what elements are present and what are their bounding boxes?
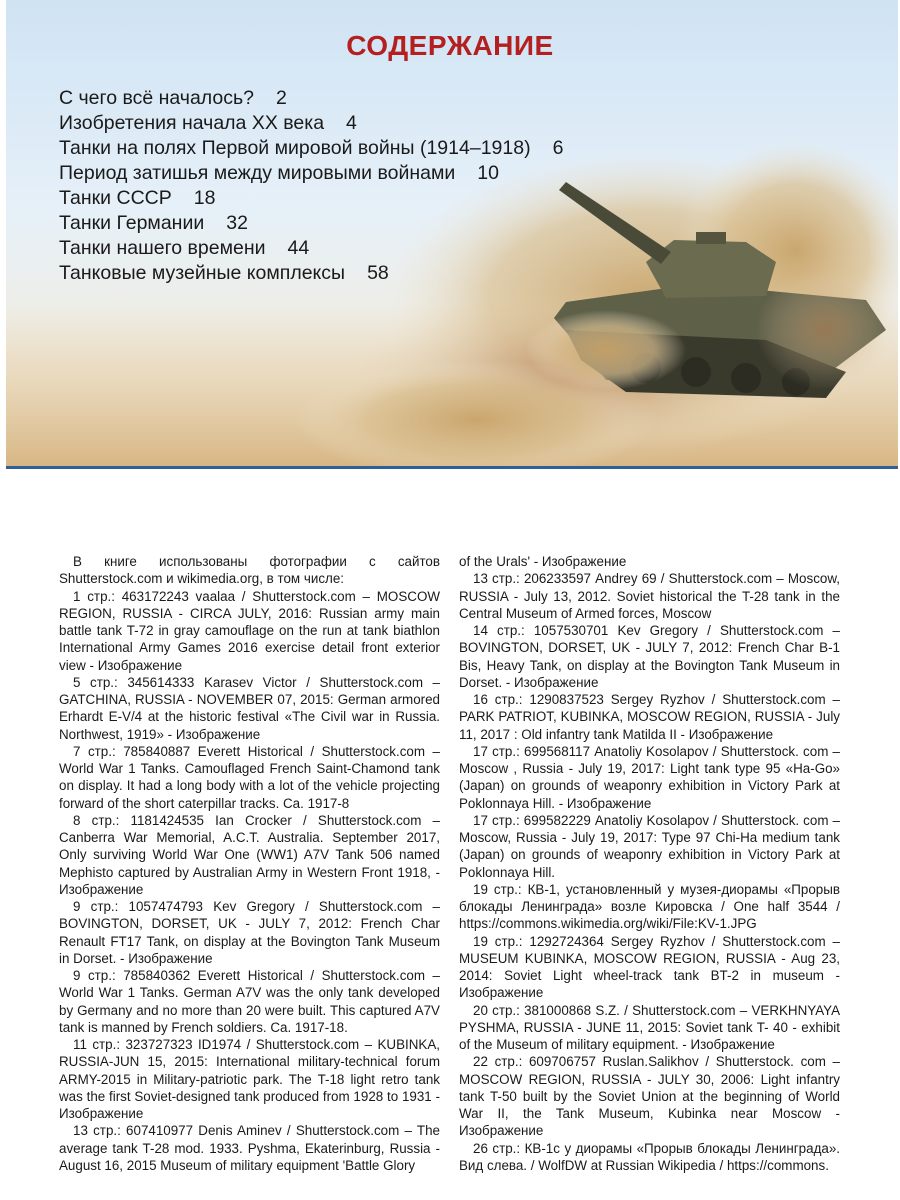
- toc-item-label: Танковые музейные комплексы: [59, 262, 346, 284]
- toc-item: [59, 211, 563, 236]
- toc-item-label: Танки на полях Первой мировой войны (1914–1918): [59, 137, 531, 159]
- page-title: СОДЕРЖАНИЕ: [346, 30, 554, 61]
- credits-column-left: [59, 553, 440, 1174]
- credits-column-right: [459, 553, 840, 1174]
- toc-item-label: Период затишья между мировыми войнами: [59, 162, 456, 184]
- toc-item: [59, 261, 563, 286]
- credit-entry: 26 стр.: КВ-1с у диорамы «Прорыв блокады Ленинграда». Вид слева. / WolfDW at Russian Wikipedia / https://commons.: [459, 1140, 840, 1173]
- toc-item-label: Изобретения начала XX века: [59, 112, 325, 134]
- toc-item: [59, 161, 563, 186]
- credit-entry: 9 стр.: 1057474793 Kev Gregory / Shutterstock.com – BOVINGTON, DORSET, UK - JULY 7, 2012: French Char Renault FT17 Tank, on display at the Bovington Tank Museum in Dorset. - Изображение: [59, 899, 440, 966]
- credit-entry: 8 стр.: 1181424535 Ian Crocker / Shutterstock.com – Canberra War Memorial, A.C.T. Australia. September 2017, Only surviving World War One (WW1) A7V Tank 506 named Mephisto captured by Australian Army in Western Front 1918, - Изображение: [59, 812, 440, 897]
- toc-item: [59, 236, 563, 261]
- table-of-contents: [59, 86, 563, 286]
- toc-item-label: Танки СССР: [59, 187, 172, 209]
- toc-item-page: 6: [552, 137, 564, 159]
- toc-item-page: 58: [367, 262, 389, 284]
- toc-item-page: 2: [276, 87, 287, 109]
- credit-entry: 19 стр.: 1292724364 Sergey Ryzhov / Shutterstock.com – MUSEUM KUBINKA, MOSCOW REGION, RUSSIA - Aug 23, 2014: Soviet Light wheel-track tank BT-2 in museum - Изображение: [459, 933, 840, 1001]
- credit-entry: 17 стр.: 699568117 Anatoliy Kosolapov / Shutterstock. com – Moscow , Russia - July 19, 2017: Light tank type 95 «Ha-Go» (Japan) on grounds of weaponry exhibition in Victory Park at Poklonnaya Hill. - Изображение: [459, 743, 840, 811]
- credit-entry: 9 стр.: 785840362 Everett Historical / Shutterstock.com – World War 1 Tanks. German A7V was the only tank developed by Germany and no more than 20 were built. This captured A7V tank is manned by French soldiers. Ca. 1917-18.: [59, 968, 440, 1035]
- credit-entry: 7 стр.: 785840887 Everett Historical / Shutterstock.com – World War 1 Tanks. Camouflaged French Saint-Chamond tank on display. It had a long body with a lot of the vehicle projecting forward of the short caterpillar tracks. Ca. 1917-8: [59, 743, 440, 811]
- toc-item: [59, 111, 563, 136]
- credit-entry: 1 стр.: 463172243 vaalaa / Shutterstock.com – MOSCOW REGION, RUSSIA - CIRCA JULY, 2016: Russian army main battle tank T-72 in gray camouflage on the run at tank biathlon International Army Games 2016 exercise detail front exterior view - Изображение: [59, 588, 440, 673]
- credit-entry: 13 стр.: 206233597 Andrey 69 / Shutterstock.com – Moscow, RUSSIA - July 13, 2012. Soviet historical the T-28 tank in the Central Museum of Armed forces, Moscow: [459, 571, 840, 621]
- credit-entry: 5 стр.: 345614333 Karasev Victor / Shutterstock.com – GATCHINA, RUSSIA - NOVEMBER 07, 2015: German armored Erhardt E-V/4 at the historic festival «The Civil war in Russia. Northwest, 1919» - Изображение: [59, 674, 440, 742]
- toc-item-page: 4: [346, 112, 357, 134]
- credit-entry: 17 стр.: 699582229 Anatoliy Kosolapov / Shutterstock. com – Moscow, Russia - July 19, 2017: Type 97 Chi-Ha medium tank (Japan) on grounds of weaponry exhibition in Victory Park at Poklonnaya Hill.: [459, 812, 840, 880]
- banner-divider: [6, 466, 898, 469]
- toc-item-label: Танки нашего времени: [59, 237, 266, 259]
- toc-item-label: С чего всё началось?: [59, 87, 254, 109]
- credit-entry: 19 стр.: КВ-1, установленный у музея-диорамы «Прорыв блокады Ленинграда» возле Кировска / One half 3544 / https://commons.wikimedia.org/wiki/File:KV-1.JPG: [459, 881, 840, 932]
- toc-item-page: 10: [477, 162, 499, 184]
- toc-item-page: 32: [226, 212, 248, 234]
- toc-item-label: Танки Германии: [59, 212, 205, 234]
- credit-entry: 16 стр.: 1290837523 Sergey Ryzhov / Shutterstock.com – PARK PATRIOT, KUBINKA, MOSCOW REGION, RUSSIA - July 11, 2017 : Old infantry tank Matilda II - Изображение: [459, 692, 840, 742]
- toc-item: [59, 186, 563, 211]
- toc-item: [59, 86, 563, 111]
- toc-item-page: 18: [193, 187, 216, 209]
- toc-item-page: 44: [287, 237, 310, 259]
- credit-entry: 11 стр.: 323727323 ID1974 / Shutterstock.com – KUBINKA, RUSSIA-JUN 15, 2015: International military-technical forum ARMY-2015 in Military-patriotic park. The T-18 light retro tank was the first Soviet-designed tank produced from 1928 to 1931 - Изображение: [59, 1037, 440, 1121]
- credit-entry: 14 стр.: 1057530701 Kev Gregory / Shutterstock.com – BOVINGTON, DORSET, UK - JULY 7, 2012: French Char B-1 Bis, Heavy Tank, on display at the Bovington Tank Museum in Dorset. - Изображение: [459, 623, 840, 690]
- credit-entry-continued: of the Urals' - Изображение: [459, 554, 627, 569]
- credit-entry: 22 стр.: 609706757 Ruslan.Salikhov / Shutterstock. com – MOSCOW REGION, RUSSIA - JULY 30, 2006: Light infantry tank T-50 built by the Soviet Union at the beginning of World War II, the Tank Museum, Kubinka near Moscow - Изображение: [459, 1054, 840, 1139]
- credit-entry: 13 стр.: 607410977 Denis Aminev / Shutterstock.com – The average tank T-28 mod. 1933. Pyshma, Ekaterinburg, Russia - August 16, 2015 Museum of military equipment 'Battle Glory: [59, 1123, 440, 1173]
- toc-item: [59, 136, 563, 161]
- credit-entry: 20 стр.: 381000868 S.Z. / Shutterstock.com – VERKHNYAYA PYSHMA, RUSSIA - JUNE 11, 2015: Soviet tank T- 40 - exhibit of the Museum of military equipment. - Изображение: [459, 1002, 840, 1052]
- credits-intro: В книге использованы фотографии с сайтов Shutterstock.com и wikimedia.org, в том числе:: [59, 554, 440, 587]
